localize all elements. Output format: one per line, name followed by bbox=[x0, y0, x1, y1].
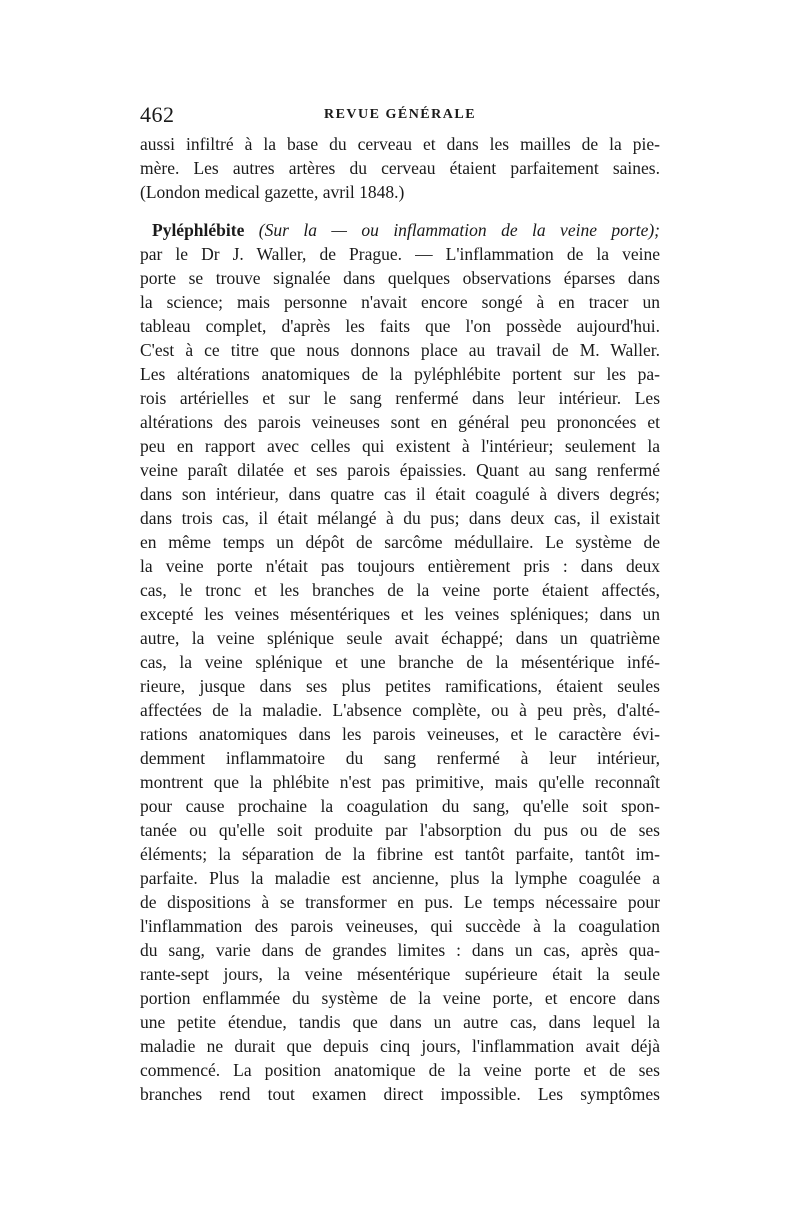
article-title: Pyléphlébite bbox=[152, 220, 245, 240]
text-line: cas, la veine splénique et une branche de la mésentérique infé- bbox=[140, 652, 660, 672]
text-line: rante-sept jours, la veine mésentérique supérieure était la seule bbox=[140, 964, 660, 984]
text-line: dans son intérieur, dans quatre cas il était coagulé à divers degrés; bbox=[140, 484, 660, 504]
citation-line: (London medical gazette, avril 1848.) bbox=[140, 182, 405, 202]
text-line: demment inflammatoire du sang renfermé à leur intérieur, bbox=[140, 748, 660, 768]
text-line: la science; mais personne n'avait encore songé à en tracer un bbox=[140, 292, 660, 312]
text-line: maladie ne durait que depuis cinq jours, l'inflammation avait déjà bbox=[140, 1036, 660, 1056]
text-line: rations anatomiques dans les parois veineuses, et le caractère évi- bbox=[140, 724, 660, 744]
paragraph-2 bbox=[140, 242, 660, 1106]
text-line: du sang, varie dans de grandes limites : dans un cas, après qua- bbox=[140, 940, 660, 960]
text-line: l'inflammation des parois veineuses, qui succède à la coagulation bbox=[140, 916, 660, 936]
text-line: pour cause prochaine la coagulation du sang, qu'elle soit spon- bbox=[140, 796, 660, 816]
text-line: C'est à ce titre que nous donnons place au travail de M. Waller. bbox=[140, 340, 660, 360]
text-line: branches rend tout examen direct impossible. Les symptômes bbox=[140, 1084, 660, 1104]
text-line: de dispositions à se transformer en pus. Le temps nécessaire pour bbox=[140, 892, 660, 912]
text-line: cas, le tronc et les branches de la veine porte étaient affectés, bbox=[140, 580, 660, 600]
running-head: REVUE GÉNÉRALE bbox=[323, 107, 477, 122]
text-line: tableau complet, d'après les faits que l'on possède aujourd'hui. bbox=[140, 316, 660, 336]
text-line: aussi infiltré à la base du cerveau et dans les mailles de la pie- bbox=[140, 134, 660, 154]
text-line: porte se trouve signalée dans quelques observations éparses dans bbox=[140, 268, 660, 288]
paragraph-gap bbox=[140, 204, 660, 218]
page-number: 462 bbox=[140, 102, 175, 127]
text-line: rois artérielles et sur le sang renfermé dans leur intérieur. Les bbox=[140, 388, 660, 408]
text-line: dans trois cas, il était mélangé à du pus; dans deux cas, il existait bbox=[140, 508, 660, 528]
text-line: tanée ou qu'elle soit produite par l'absorption du pus ou de ses bbox=[140, 820, 660, 840]
text-line: parfaite. Plus la maladie est ancienne, plus la lymphe coagulée a bbox=[140, 868, 660, 888]
text-line: rieure, jusque dans ses plus petites ramifications, étaient seules bbox=[140, 676, 660, 696]
article-subtitle: (Sur la — ou inflammation de la veine porte); bbox=[258, 220, 660, 240]
text-line: éléments; la séparation de la fibrine est tantôt parfaite, tantôt im- bbox=[140, 844, 660, 864]
text-line: portion enflammée du système de la veine porte, et encore dans bbox=[140, 988, 660, 1008]
text-line: altérations des parois veineuses sont en général peu prononcées et bbox=[140, 412, 660, 432]
text-line: en même temps un dépôt de sarcôme médullaire. Le système de bbox=[140, 532, 660, 552]
text-line: mère. Les autres artères du cerveau étaient parfaitement saines. bbox=[140, 158, 660, 178]
text-line: veine paraît dilatée et ses parois épaissies. Quant au sang renfermé bbox=[140, 460, 660, 480]
text-line: montrent que la phlébite n'est pas primitive, mais qu'elle reconnaît bbox=[140, 772, 660, 792]
text-line: Les altérations anatomiques de la pyléphlébite portent sur les pa- bbox=[140, 364, 660, 384]
text-line: excepté les veines mésentériques et les veines spléniques; dans un bbox=[140, 604, 660, 624]
page-header bbox=[140, 100, 660, 130]
text-line: commencé. La position anatomique de la veine porte et de ses bbox=[140, 1060, 660, 1080]
text-line: une petite étendue, tandis que dans un autre cas, dans lequel la bbox=[140, 1012, 660, 1032]
body-text bbox=[140, 132, 660, 1106]
text-line: la veine porte n'était pas toujours entièrement pris : dans deux bbox=[140, 556, 660, 576]
text-line: peu en rapport avec celles qui existent à l'intérieur; seulement la bbox=[140, 436, 660, 456]
text-line: affectées de la maladie. L'absence complète, ou à peu près, d'alté- bbox=[140, 700, 660, 720]
text-line: autre, la veine splénique seule avait échappé; dans un quatrième bbox=[140, 628, 660, 648]
article-title-line bbox=[140, 218, 660, 242]
text-line: par le Dr J. Waller, de Prague. — L'inflammation de la veine bbox=[140, 244, 660, 264]
